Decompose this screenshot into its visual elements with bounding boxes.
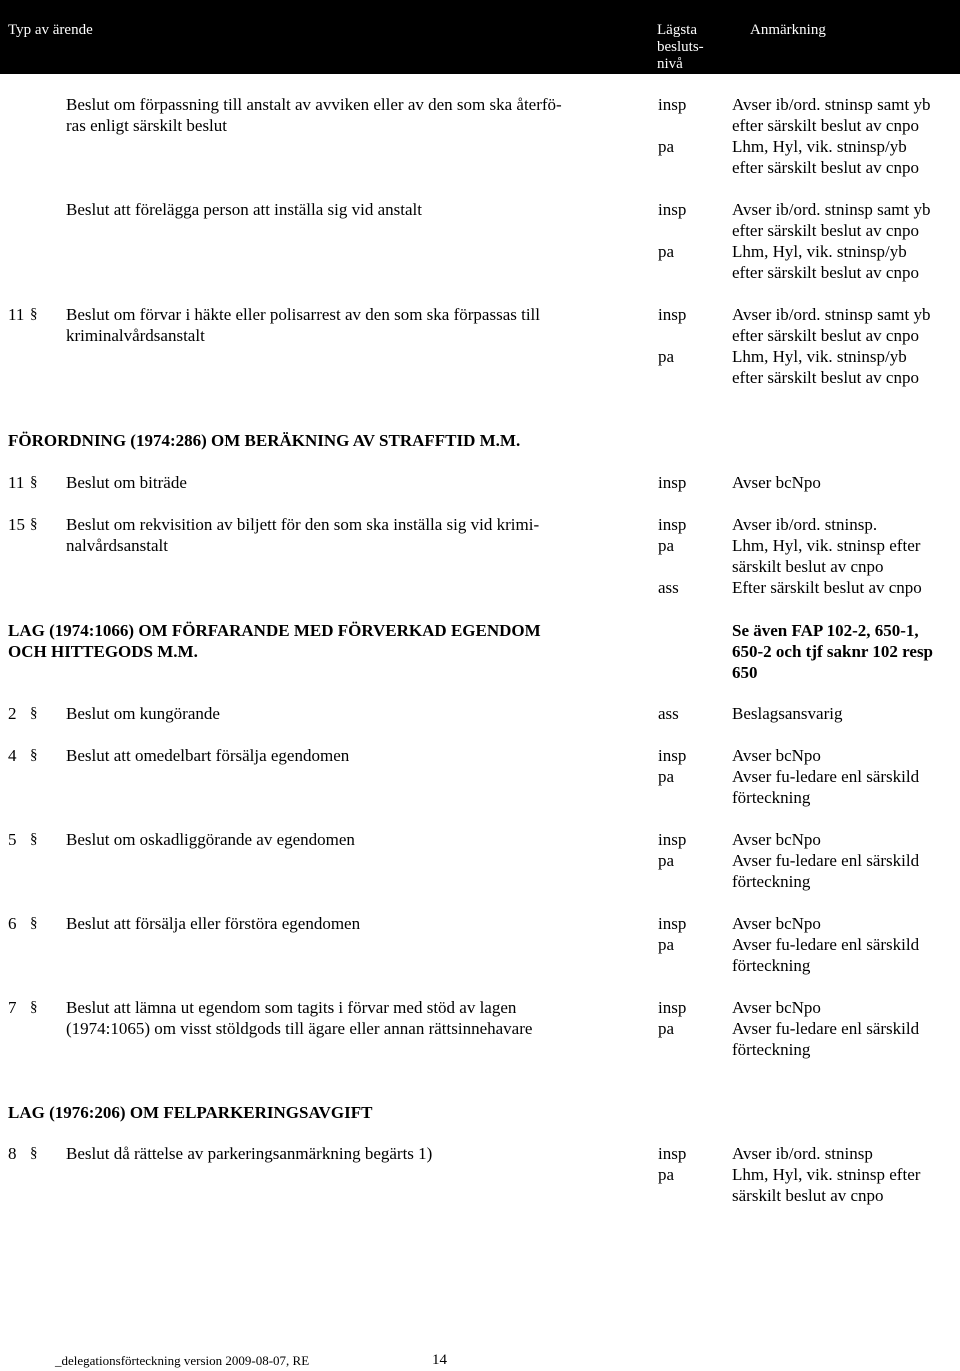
row-level-line <box>658 787 718 808</box>
row-note-line: förteckning <box>732 956 811 975</box>
row-level-line: insp <box>658 914 687 933</box>
row-note-line: Avser bcNpo <box>732 830 821 849</box>
row-description-line: Beslut om förpassning till anstalt av avviken eller av den som ska återfö- <box>66 95 562 114</box>
section-number: 2 <box>8 704 17 723</box>
row-level-line <box>658 115 718 136</box>
row-level-line: pa <box>658 1165 675 1184</box>
row-description <box>66 199 626 220</box>
section-number: 7 <box>8 998 17 1017</box>
row-description-line: Beslut om förvar i häkte eller polisarrest av den som ska förpassas till <box>66 305 540 324</box>
row-level <box>658 829 718 892</box>
row-description-line: ras enligt särskilt beslut <box>66 116 228 135</box>
row-description-line: Beslut att försälja eller förstöra egendomen <box>66 914 361 933</box>
row-description-line: Beslut då rättelse av parkeringsanmärkning begärts 1) <box>66 1144 433 1163</box>
row-level-line: insp <box>658 746 687 765</box>
row-description-line: kriminalvårdsanstalt <box>66 326 205 345</box>
row-level-line <box>658 262 718 283</box>
row-description <box>66 304 626 346</box>
row-level-line: insp <box>658 515 687 534</box>
section-number: 5 <box>8 830 17 849</box>
row-level <box>658 304 718 388</box>
row-level-line <box>658 955 718 976</box>
row-note <box>732 514 957 598</box>
section-heading-felparkering: LAG (1976:206) OM FELPARKERINGSAVGIFT <box>8 1103 373 1122</box>
row-level-line: insp <box>658 830 687 849</box>
section-sign: § <box>30 747 38 763</box>
row-level-line <box>658 1039 718 1060</box>
row-description <box>66 514 626 556</box>
row-level <box>658 1143 718 1206</box>
row-level-line: insp <box>658 200 687 219</box>
row-note-line: Avser fu-ledare enl särskild <box>732 851 920 870</box>
row-note <box>732 472 957 493</box>
row-note <box>732 997 957 1060</box>
row-note-line: Lhm, Hyl, vik. stninsp efter <box>732 1165 921 1184</box>
row-note-line: Avser ib/ord. stninsp samt yb <box>732 305 931 324</box>
row-note-line: Efter särskilt beslut av cnpo <box>732 578 922 597</box>
row-level-line: pa <box>658 935 675 954</box>
section-sign: § <box>30 474 38 490</box>
row-level <box>658 703 718 724</box>
footer-document-name: _delegationsförteckning version 2009-08-07, RE <box>55 1353 310 1368</box>
row-note <box>732 1143 957 1206</box>
row-note <box>732 703 957 724</box>
row-level-line <box>658 871 718 892</box>
row-description <box>66 703 626 724</box>
row-level-line: pa <box>658 767 675 786</box>
row-level-line: insp <box>658 998 687 1017</box>
row-note <box>732 304 957 388</box>
row-note <box>732 829 957 892</box>
row-note-line: förteckning <box>732 1040 811 1059</box>
row-description-line: Beslut om oskadliggörande av egendomen <box>66 830 355 849</box>
row-note-line: efter särskilt beslut av cnpo <box>732 158 919 177</box>
row-level-line: pa <box>658 536 675 555</box>
row-level-line: insp <box>658 1144 687 1163</box>
row-level-line: insp <box>658 473 687 492</box>
row-level-line <box>658 220 718 241</box>
row-description <box>66 472 626 493</box>
row-note-line: Avser ib/ord. stninsp samt yb <box>732 95 931 114</box>
row-level-line: pa <box>658 347 675 366</box>
section-sign: § <box>30 306 38 322</box>
row-level <box>658 514 718 598</box>
row-note-line: Avser fu-ledare enl särskild <box>732 1019 920 1038</box>
row-note <box>732 94 957 178</box>
row-level-line: pa <box>658 137 675 156</box>
row-note-line: Avser ib/ord. stninsp samt yb <box>732 200 931 219</box>
row-note-line: Avser bcNpo <box>732 746 821 765</box>
section-number: 11 <box>8 305 25 324</box>
row-level-line <box>658 367 718 388</box>
row-level <box>658 472 718 493</box>
row-note <box>732 199 957 283</box>
row-description-line: (1974:1065) om visst stöldgods till ägare eller annan rättsinnehavare <box>66 1019 533 1038</box>
row-level <box>658 997 718 1060</box>
row-note-line: efter särskilt beslut av cnpo <box>732 221 919 240</box>
row-level-line: insp <box>658 95 687 114</box>
row-note-line: efter särskilt beslut av cnpo <box>732 116 919 135</box>
section-heading-strafftid: FÖRORDNING (1974:286) OM BERÄKNING AV STRAFFTID M.M. <box>8 431 521 450</box>
header-note: Anmärkning <box>750 22 826 38</box>
section-sign: § <box>30 999 38 1015</box>
section-sign: § <box>30 1145 38 1161</box>
row-note-line: efter särskilt beslut av cnpo <box>732 368 919 387</box>
row-description-line: Beslut om biträde <box>66 473 187 492</box>
row-description-line: Beslut om kungörande <box>66 704 220 723</box>
row-note <box>732 745 957 808</box>
row-level <box>658 94 718 178</box>
section-number: 8 <box>8 1144 17 1163</box>
row-note-line: Beslagsansvarig <box>732 704 843 723</box>
row-level-line <box>658 556 718 577</box>
section-sign: § <box>30 915 38 931</box>
row-note-line: förteckning <box>732 788 811 807</box>
row-note-line: Avser bcNpo <box>732 998 821 1017</box>
row-note <box>732 913 957 976</box>
row-note-line: efter särskilt beslut av cnpo <box>732 326 919 345</box>
row-description-line: Beslut att omedelbart försälja egendomen <box>66 746 350 765</box>
row-level-line <box>658 325 718 346</box>
row-description <box>66 829 626 850</box>
row-level-line: pa <box>658 242 675 261</box>
row-description <box>66 745 626 766</box>
row-note-line: förteckning <box>732 872 811 891</box>
row-note-line: Lhm, Hyl, vik. stninsp/yb <box>732 137 907 156</box>
row-level-line: pa <box>658 1019 675 1038</box>
section-heading-note: Se även FAP 102-2, 650-1, 650-2 och tjf saknr 102 resp 650 <box>732 621 934 682</box>
section-sign: § <box>30 831 38 847</box>
row-description <box>66 94 626 136</box>
row-note-line: Lhm, Hyl, vik. stninsp/yb <box>732 347 907 366</box>
row-note-line: särskilt beslut av cnpo <box>732 1186 884 1205</box>
row-note-line: Avser fu-ledare enl särskild <box>732 935 920 954</box>
row-level-line <box>658 1185 718 1206</box>
row-level-line: ass <box>658 578 679 597</box>
row-description-line: Beslut att förelägga person att inställa sig vid anstalt <box>66 200 422 219</box>
section-number: 15 <box>8 515 25 534</box>
page-number: 14 <box>432 1352 447 1368</box>
row-note-line: Lhm, Hyl, vik. stninsp efter <box>732 536 921 555</box>
row-description-line: Beslut om rekvisition av biljett för den som ska inställa sig vid krimi- <box>66 515 540 534</box>
row-note-line: Avser bcNpo <box>732 914 821 933</box>
row-description <box>66 913 626 934</box>
row-description-line: nalvårdsanstalt <box>66 536 168 555</box>
row-note-line: Avser fu-ledare enl särskild <box>732 767 920 786</box>
row-note-line: Lhm, Hyl, vik. stninsp/yb <box>732 242 907 261</box>
row-level-line: pa <box>658 851 675 870</box>
row-level-line: insp <box>658 305 687 324</box>
row-note-line: särskilt beslut av cnpo <box>732 557 884 576</box>
row-note-line: Avser ib/ord. stninsp. <box>732 515 878 534</box>
section-number: 11 <box>8 473 25 492</box>
row-level <box>658 199 718 283</box>
row-note-line: efter särskilt beslut av cnpo <box>732 263 919 282</box>
section-number: 4 <box>8 746 17 765</box>
row-note-line: Avser bcNpo <box>732 473 821 492</box>
row-level-line: ass <box>658 704 679 723</box>
row-note-line: Avser ib/ord. stninsp <box>732 1144 873 1163</box>
section-sign: § <box>30 705 38 721</box>
header-level: Lägsta besluts- nivå <box>657 22 704 72</box>
table-header <box>0 0 960 74</box>
row-level-line <box>658 157 718 178</box>
header-type: Typ av ärende <box>8 22 93 38</box>
row-description <box>66 1143 626 1164</box>
row-level <box>658 745 718 808</box>
row-description-line: Beslut att lämna ut egendom som tagits i förvar med stöd av lagen <box>66 998 517 1017</box>
section-sign: § <box>30 516 38 532</box>
row-description <box>66 997 626 1039</box>
section-heading-forverkad: LAG (1974:1066) OM FÖRFARANDE MED FÖRVERKAD EGENDOM OCH HITTEGODS M.M. <box>8 621 541 661</box>
section-number: 6 <box>8 914 17 933</box>
row-level <box>658 913 718 976</box>
